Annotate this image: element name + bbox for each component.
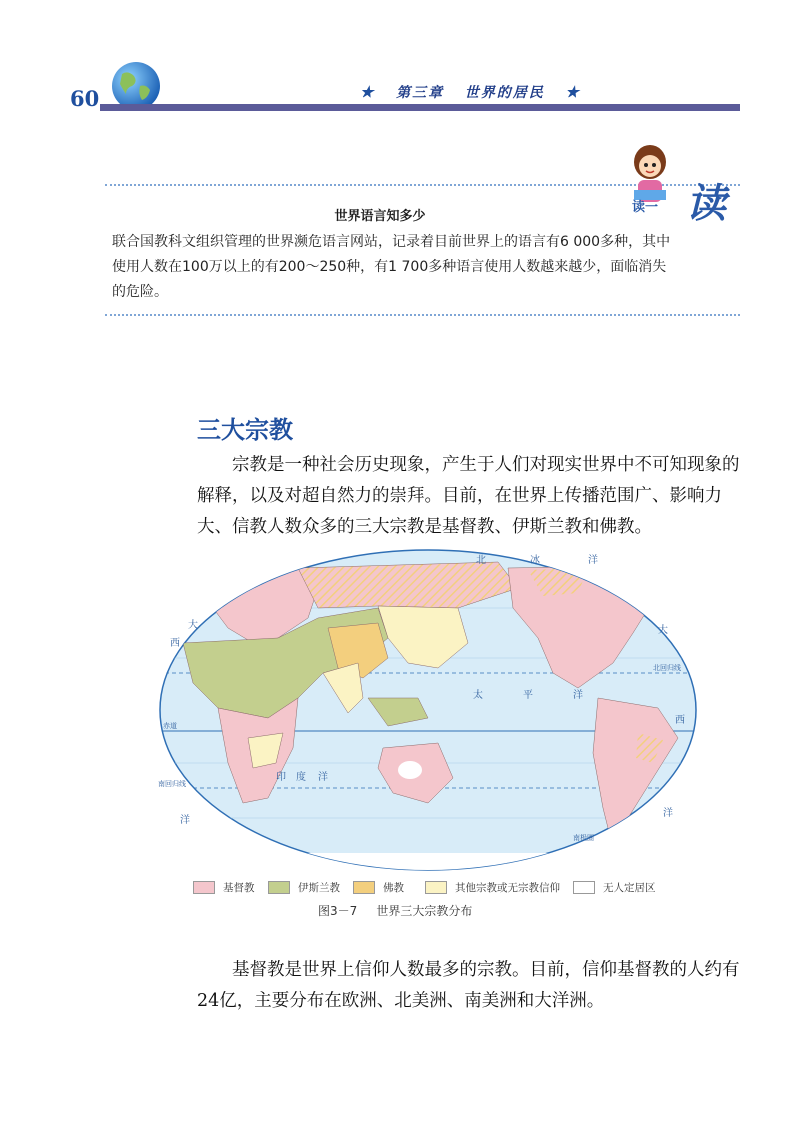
legend-item-christianity xyxy=(193,880,255,895)
legend-label: 其他宗教或无宗教信仰 xyxy=(455,882,560,894)
label-ind-2: 度 xyxy=(296,772,306,783)
chapter-label: 第三章 xyxy=(396,85,445,101)
legend-item-islam xyxy=(268,880,340,895)
label-tropic-south: 南回归线 xyxy=(158,780,186,788)
label-east-w: 西 xyxy=(675,715,685,726)
legend-label: 伊斯兰教 xyxy=(298,882,340,894)
region-antarctica xyxy=(158,853,698,873)
label-atl-n-2: 西 xyxy=(170,638,180,649)
header-bar xyxy=(100,104,740,111)
label-west-atl: 洋 xyxy=(180,815,190,826)
figure-title: 世界三大宗教分布 xyxy=(376,904,473,918)
legend-swatch xyxy=(193,881,215,894)
region-uninhabited xyxy=(398,761,422,779)
label-atl-n-1: 大 xyxy=(188,620,198,631)
label-antarctic-circle: 南极圈 xyxy=(573,834,594,842)
label-ind-1: 印 xyxy=(276,772,286,783)
label-pac-1: 太 xyxy=(473,690,483,701)
chapter-heading xyxy=(360,82,581,102)
legend-label: 佛教 xyxy=(383,882,404,894)
read-box-title: 世界语言知多少 xyxy=(334,209,426,224)
legend-swatch xyxy=(268,881,290,894)
legend-item-other xyxy=(425,880,560,895)
section-title: 三大宗教 xyxy=(197,416,293,444)
star-icon: ★ xyxy=(565,83,581,101)
paragraph-2: 基督教是世界上信仰人数最多的宗教。目前，信仰基督教的人约有24亿，主要分布在欧洲、北美洲、南美洲和大洋洲。 xyxy=(197,960,740,1011)
page-number: 60 xyxy=(70,86,100,111)
star-icon: ★ xyxy=(360,83,376,101)
legend-item-uninhabited xyxy=(573,880,656,895)
label-equator: 赤道 xyxy=(163,722,177,730)
divider-bottom xyxy=(105,314,740,316)
read-box-body: 联合国教科文组织管理的世界濒危语言网站，记录着目前世界上的语言有6 000多种，其中使用人数在100万以上的有200～250种，有1 700多种语言使用人数越来越少，面临消失的危险。 xyxy=(112,234,671,300)
world-religion-map xyxy=(158,548,698,873)
figure-caption xyxy=(318,902,472,919)
label-pac-3: 洋 xyxy=(573,690,583,701)
legend-label: 无人定居区 xyxy=(603,882,656,894)
legend-swatch xyxy=(425,881,447,894)
label-arctic-1: 北 xyxy=(476,555,486,566)
read-tag-big: 读 xyxy=(686,180,726,227)
label-tropic-north: 北回归线 xyxy=(653,664,681,672)
label-ind-3: 洋 xyxy=(318,772,328,783)
paragraph-1: 宗教是一种社会历史现象，产生于人们对现实世界中不可知现象的解释，以及对超自然力的崇拜。目前，在世界上传播范围广、影响力大、信教人数众多的三大宗教是基督教、伊斯兰教和佛教。 xyxy=(197,455,740,537)
read-tag-small: 读一 xyxy=(632,200,659,215)
label-arctic-3: 洋 xyxy=(588,555,598,566)
label-pac-n-1: 大 xyxy=(658,625,668,636)
figure-number: 图3－7 xyxy=(318,904,358,918)
label-arctic-2: 冰 xyxy=(530,555,540,566)
legend-swatch xyxy=(573,881,595,894)
label-pac-2: 平 xyxy=(523,690,533,701)
chapter-title: 世界的居民 xyxy=(464,85,545,101)
legend-item-buddhism xyxy=(353,880,404,895)
legend-swatch xyxy=(353,881,375,894)
label-east-atl: 洋 xyxy=(663,808,673,819)
legend-label: 基督教 xyxy=(223,882,255,894)
